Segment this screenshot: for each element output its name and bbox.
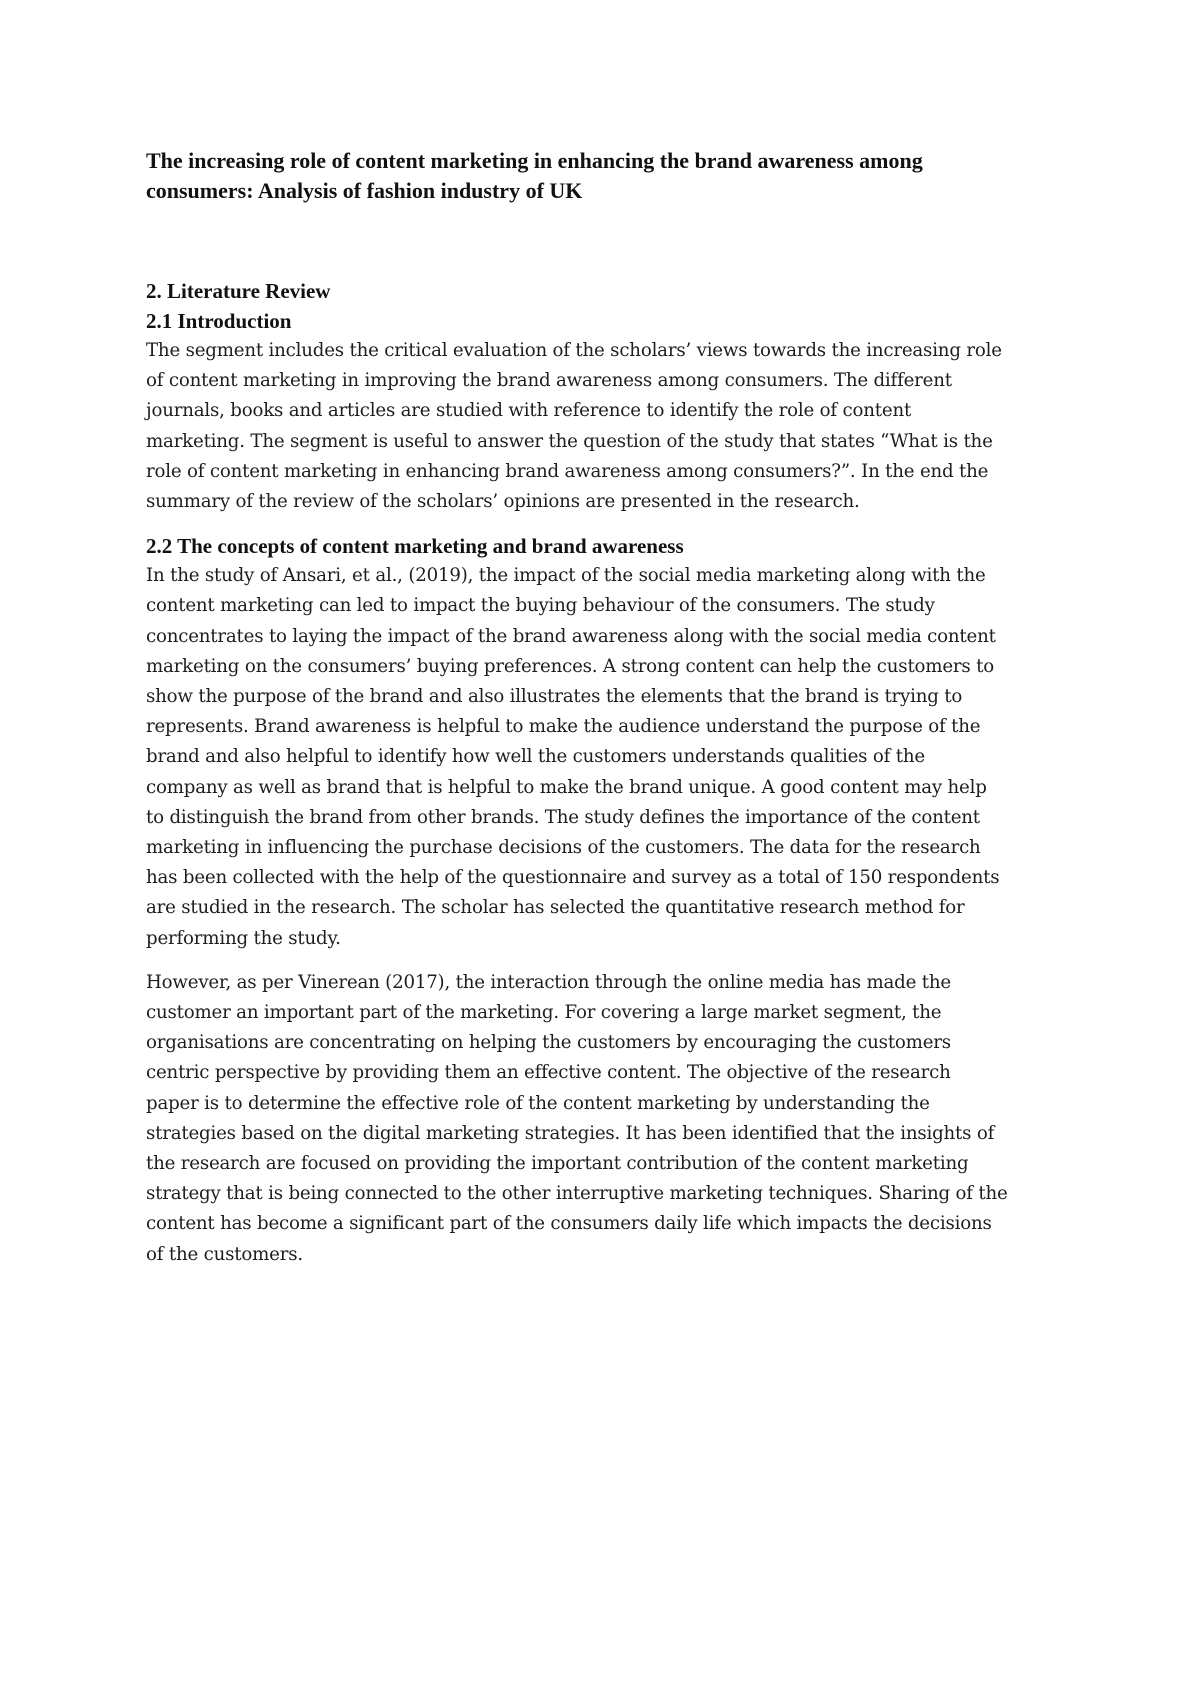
text-line: the research are focused on providing the important contribution of the content marketing [146,1153,969,1175]
text-line: strategies based on the digital marketing strategies. It has been identified that the insights of [146,1122,995,1144]
text-line: However, as per Vinerean (2017), the interaction through the online media has made the [146,971,951,993]
text-line: content marketing can led to impact the buying behaviour of the consumers. The study [146,595,935,617]
text-line: marketing. The segment is useful to answer the question of the study that states “What is the [146,430,993,452]
section-heading-concepts: 2.2 The concepts of content marketing and brand awareness [146,534,684,559]
chapter-heading: 2. Literature Review [146,279,331,303]
paragraph [146,968,1076,1270]
text-line: In the study of Ansari, et al., (2019), the impact of the social media marketing along with the [146,565,986,587]
text-line: role of content marketing in enhancing brand awareness among consumers?”. In the end the [146,460,989,482]
text-line: of the customers. [146,1243,303,1265]
paragraph [146,561,1076,954]
text-line: brand and also helpful to identify how well the customers understands qualities of the [146,746,925,768]
section-heading-introduction: 2.1 Introduction [146,309,292,333]
text-line: paper is to determine the effective role of the content marketing by understanding the [146,1092,930,1114]
text-line: of content marketing in improving the brand awareness among consumers. The different [146,370,952,392]
text-line: show the purpose of the brand and also illustrates the elements that the brand is trying to [146,686,963,708]
text-line: marketing in influencing the purchase decisions of the customers. The data for the research [146,837,981,859]
text-line: journals, books and articles are studied with reference to identify the role of content [146,400,912,422]
title-line: consumers: Analysis of fashion industry of UK [146,178,583,203]
document-body [146,146,1076,1270]
document-title [146,146,1076,206]
text-line: marketing on the consumers’ buying preferences. A strong content can help the customers to [146,655,994,677]
text-line: centric perspective by providing them an effective content. The objective of the research [146,1062,951,1084]
text-line: concentrates to laying the impact of the brand awareness along with the social media content [146,625,996,647]
paragraph [146,336,1076,517]
text-line: to distinguish the brand from other brands. The study defines the importance of the content [146,806,980,828]
text-line: summary of the review of the scholars’ opinions are presented in the research. [146,491,860,513]
text-line: represents. Brand awareness is helpful to make the audience understand the purpose of the [146,716,981,738]
text-line: performing the study. [146,927,341,949]
text-line: company as well as brand that is helpful to make the brand unique. A good content may help [146,776,987,798]
text-line: organisations are concentrating on helping the customers by encouraging the customers [146,1032,951,1054]
text-line: strategy that is being connected to the other interruptive marketing techniques. Sharing of the [146,1183,1008,1205]
text-line: The segment includes the critical evaluation of the scholars’ views towards the increasing role [146,340,1002,361]
title-line: The increasing role of content marketing in enhancing the brand awareness among [146,148,923,173]
text-line: are studied in the research. The scholar has selected the quantitative research method for [146,897,965,919]
spacer [146,206,1076,276]
text-line: has been collected with the help of the questionnaire and survey as a total of 150 respondents [146,867,1000,889]
spacer [146,517,1076,531]
text-line: content has become a significant part of the consumers daily life which impacts the decisions [146,1213,992,1235]
text-line: customer an important part of the marketing. For covering a large market segment, the [146,1002,942,1024]
spacer [146,954,1076,968]
